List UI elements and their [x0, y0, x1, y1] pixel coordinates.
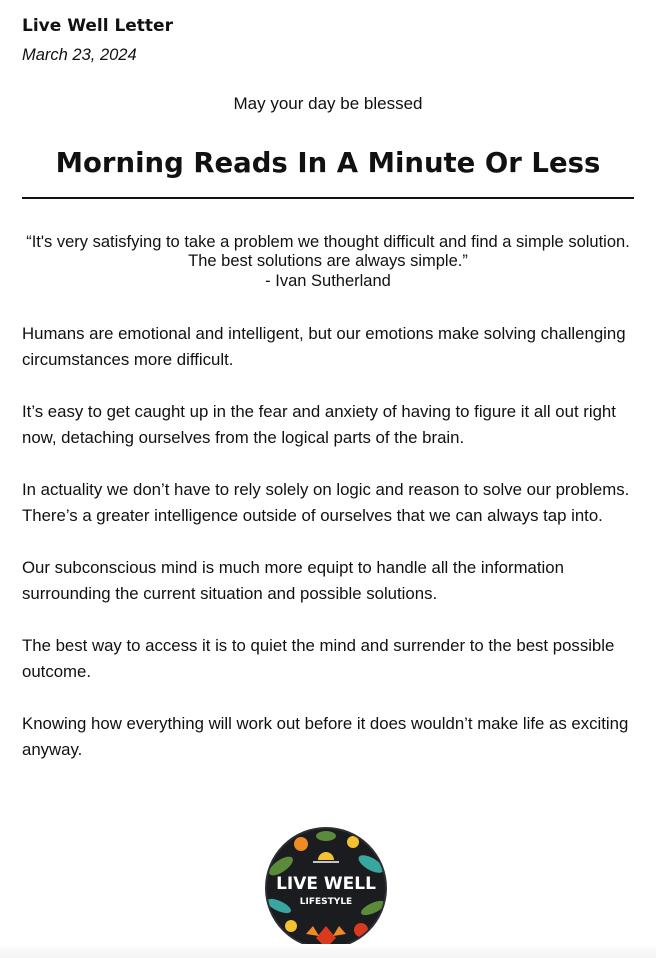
- greeting-line: May your day be blessed: [233, 94, 423, 113]
- paragraph: Knowing how everything will work out before it does wouldn’t make life as exciting anyway.: [22, 714, 629, 759]
- title-divider: [22, 197, 634, 199]
- paragraph: In actuality we don’t have to rely solely on logic and reason to solve our problems. There’s a greater intelligence outside of ourselves that we can always tap into.: [22, 480, 630, 525]
- logo-title-text: LIVE WELL: [276, 874, 376, 894]
- paragraph: It’s easy to get caught up in the fear and anxiety of having to figure it all out right now, detaching ourselves from the logical parts of the brain.: [22, 402, 616, 447]
- paragraph: Our subconscious mind is much more equipt to handle all the information surrounding the current situation and possible solutions.: [22, 558, 564, 603]
- article-body: [22, 321, 634, 789]
- logo-emblem: [261, 826, 391, 950]
- quote-text: “It's very satisfying to take a problem we thought difficult and find a simple solution. The best solutions are always simple.”: [26, 233, 630, 270]
- newsletter-name: Live Well Letter: [22, 16, 173, 36]
- quote-author: - Ivan Sutherland: [265, 272, 391, 290]
- paragraph: Humans are emotional and intelligent, but our emotions make solving challenging circumstances more difficult.: [22, 324, 626, 369]
- live-well-lifestyle-logo[interactable]: [261, 826, 391, 950]
- page-title: Morning Reads In A Minute Or Less: [55, 147, 601, 179]
- newsletter-date: March 23, 2024: [22, 46, 137, 64]
- paragraph: The best way to access it is to quiet the mind and surrender to the best possible outcome.: [22, 636, 615, 681]
- quote-block: [22, 233, 634, 291]
- footer-shade: [0, 944, 656, 958]
- logo-subtitle-text: LIFESTYLE: [299, 897, 353, 907]
